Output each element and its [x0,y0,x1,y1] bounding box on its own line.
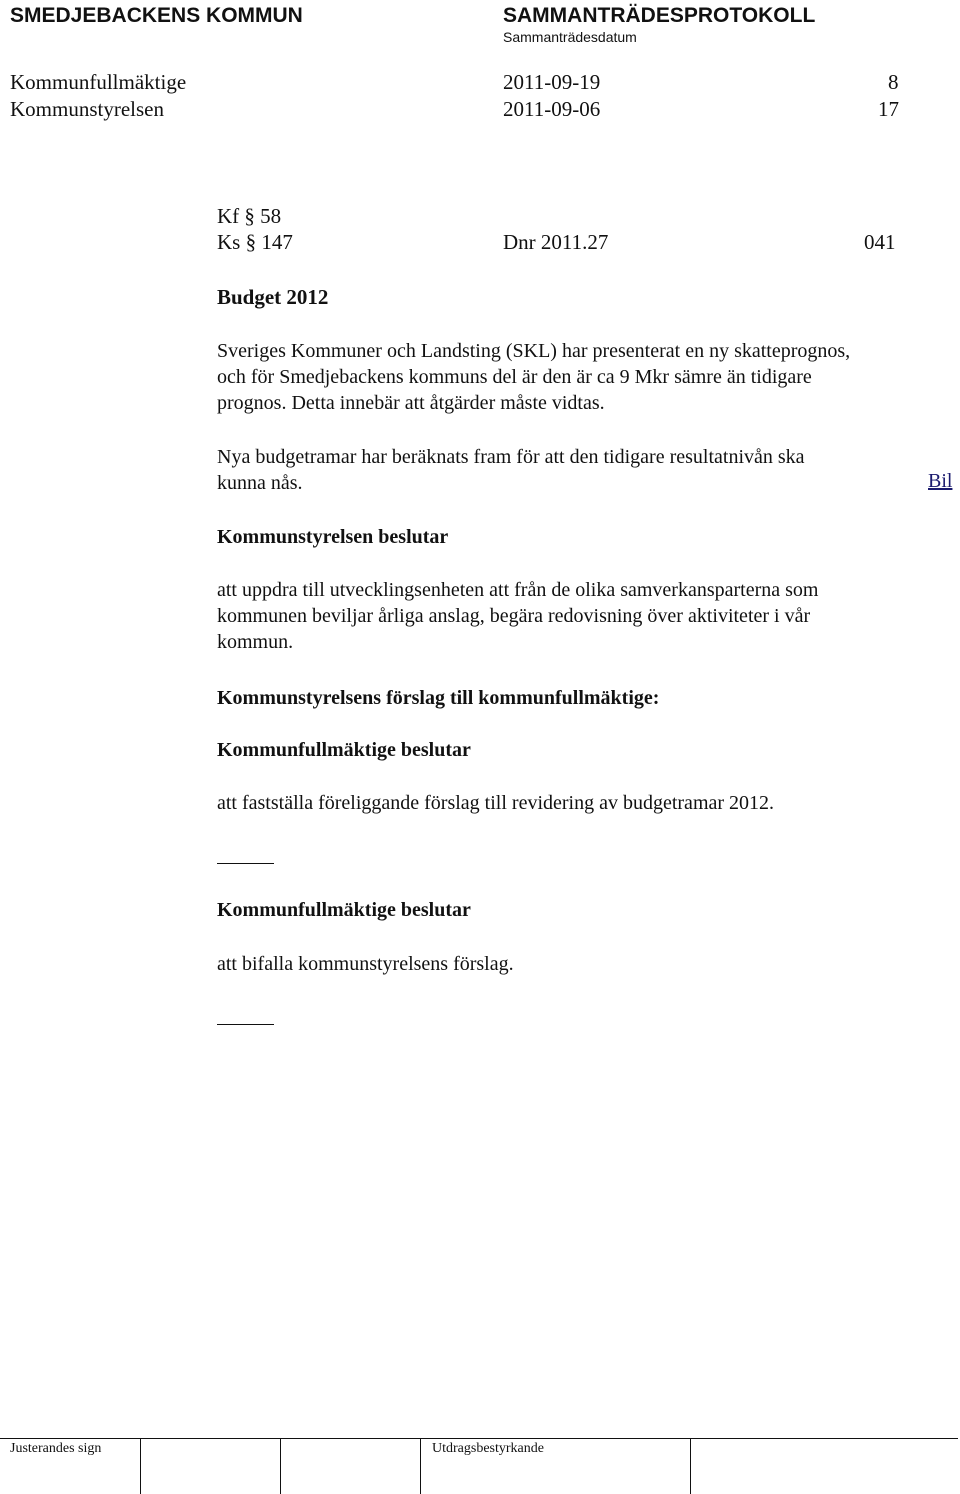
header-row-body: Kommunstyrelsen [10,97,164,121]
diary-number: Dnr 2011.27 [503,230,609,254]
paragraph-line: prognos. Detta innebär att åtgärder måste vidtas. [217,392,605,414]
footer-divider [690,1438,691,1494]
paragraph-line: kommunen beviljar årliga anslag, begära redovisning över aktiviteter i vår [217,605,811,627]
kf-proposal-heading: Kommunfullmäktige beslutar [217,739,471,761]
kf-paragraph-ref: Kf § 58 [217,204,282,228]
organization-name: SMEDJEBACKENS KOMMUN [10,4,303,27]
header-row-body: Kommunfullmäktige [10,70,187,94]
section-divider [217,863,274,864]
paragraph-line: kommun. [217,631,294,653]
paragraph-line: och för Smedjebackens kommuns del är den är ca 9 Mkr sämre än tidigare [217,366,812,388]
attachment-link[interactable]: Bil [928,470,953,492]
signature-label: Justerandes sign [10,1441,102,1456]
ks-proposal-heading: Kommunstyrelsens förslag till kommunfullmäktige: [217,687,660,709]
section-divider [217,1024,274,1025]
header-row-date: 2011-09-19 [503,70,601,94]
footer-divider [140,1438,141,1494]
paragraph-line: Nya budgetramar har beräknats fram för att den tidigare resultatnivån ska [217,446,805,468]
footer-divider [280,1438,281,1494]
intro-paragraph [217,338,850,416]
ks-paragraph-ref: Ks § 147 [217,230,293,254]
extract-certification-label: Utdragsbestyrkande [432,1441,544,1456]
paragraph-line: kunna nås. [217,472,303,494]
paragraph-line: Sveriges Kommuner och Landsting (SKL) har presenterat en ny skatteprognos, [217,340,851,362]
footer-divider [420,1438,421,1494]
case-title: Budget 2012 [217,285,329,309]
header-row-page: 8 [888,70,899,94]
kf-decision-heading: Kommunfullmäktige beslutar [217,899,471,921]
ks-decision-heading: Kommunstyrelsen beslutar [217,526,449,548]
meeting-date-label: Sammanträdesdatum [503,29,637,45]
document-type: SAMMANTRÄDESPROTOKOLL [503,4,816,27]
footer-rule [0,1438,958,1439]
paragraph-line: att uppdra till utvecklingsenheten att från de olika samverkansparterna som [217,579,819,601]
archive-code: 041 [864,230,896,254]
kf-proposal-text: att fastställa föreliggande förslag till revidering av budgetramar 2012. [217,792,775,814]
ks-decision-text [217,577,818,655]
kf-decision-text: att bifalla kommunstyrelsens förslag. [217,953,514,975]
header-row-date: 2011-09-06 [503,97,601,121]
budget-paragraph [217,444,805,496]
header-row-page: 17 [878,97,899,121]
